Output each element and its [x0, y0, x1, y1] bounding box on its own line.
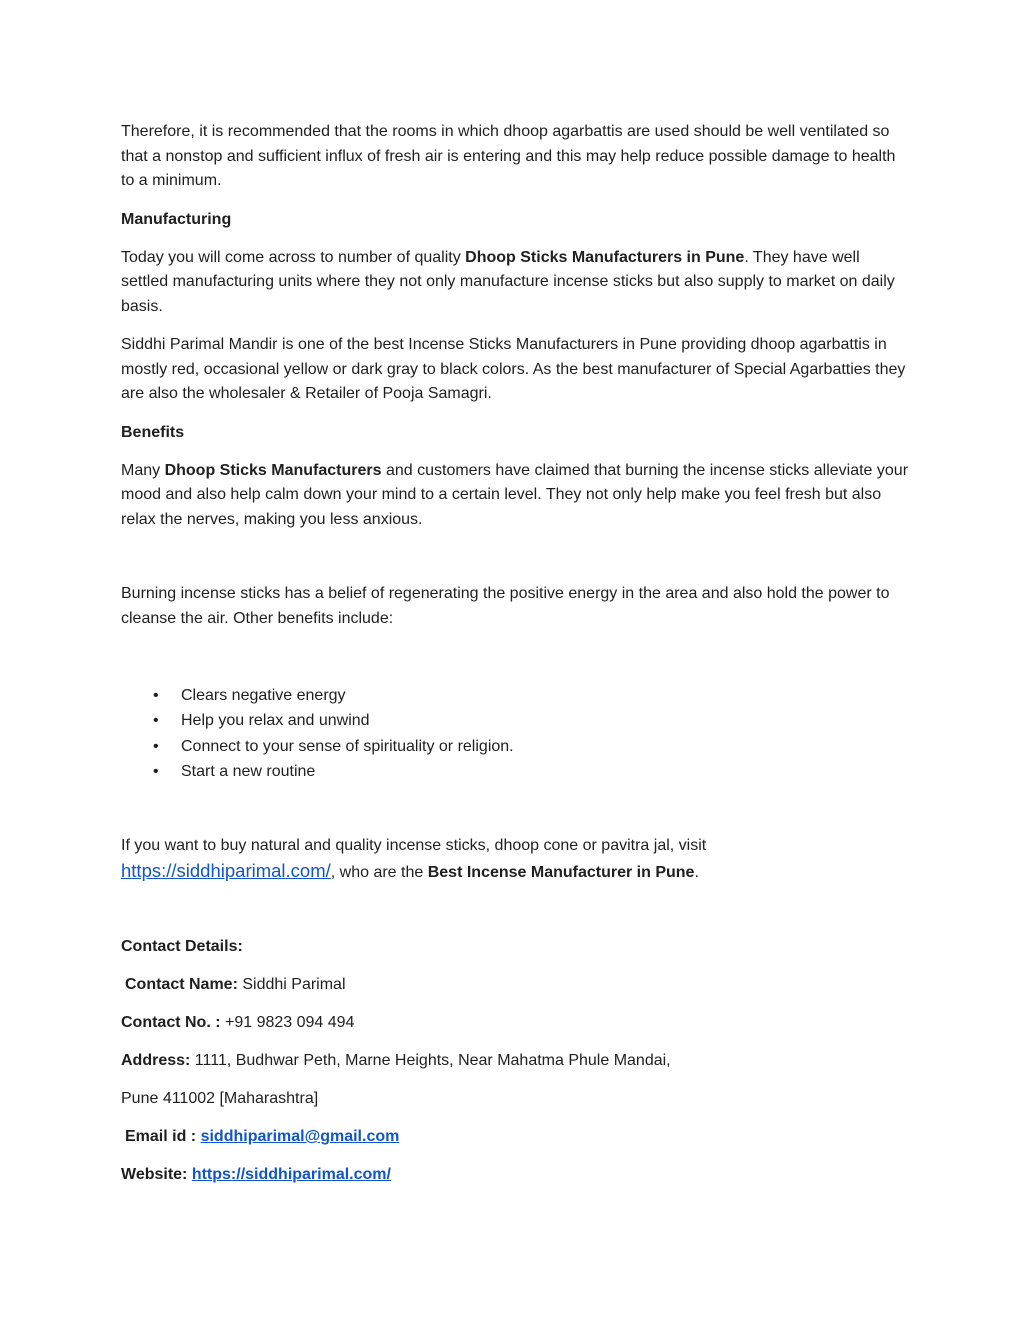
address-line: [121, 1049, 911, 1073]
contact-heading: Contact Details:: [121, 938, 243, 956]
cta-text-a: If you want to buy natural and quality incense sticks, dhoop cone or pavitra jal, visit: [121, 837, 707, 855]
address-value: 1111, Budhwar Peth, Marne Heights, Near Mahatma Phule Mandai,: [190, 1052, 671, 1070]
contact-name-label: Contact Name:: [125, 976, 238, 994]
list-item-text: Clears negative energy: [181, 687, 346, 704]
siddhiparimal-link[interactable]: https://siddhiparimal.com/: [121, 859, 331, 881]
cta-text-b: , who are the: [330, 863, 428, 881]
contact-name-value: Siddhi Parimal: [237, 976, 346, 994]
manufacturing-p1-text-a: Today you will come across to number of quality: [121, 248, 466, 266]
contact-number-line: [121, 1011, 911, 1035]
benefits-p1-text-b: and customers have claimed that burning the incense sticks alleviate your mood and also help calm down your mind to a certain level. They not only help make you feel fresh but also relax the nerves, making you less anxious.: [121, 461, 909, 528]
website-link[interactable]: https://siddhiparimal.com/: [191, 1166, 391, 1184]
list-item: [153, 734, 911, 759]
list-item: [153, 708, 911, 733]
address-line-2: Pune 411002 [Maharashtra]: [121, 1090, 319, 1108]
address-label: Address:: [121, 1052, 191, 1070]
benefits-heading: Benefits: [121, 423, 185, 441]
benefits-list: [121, 683, 911, 784]
benefits-p1-text-a: Many: [121, 461, 165, 479]
bullet-icon: •: [153, 737, 159, 755]
contact-number-label: Contact No. :: [121, 1014, 221, 1032]
email-label: Email id :: [125, 1128, 201, 1146]
bullet-icon: •: [153, 762, 159, 780]
intro-paragraph: Therefore, it is recommended that the rooms in which dhoop agarbattis are used should be well ventilated so that a nonstop and sufficient influx of fresh air is entering and this may help reduce possible damage to health to a minimum.: [121, 123, 896, 189]
manufacturing-p1-bold: Dhoop Sticks Manufacturers in Pune: [465, 248, 745, 266]
list-item: [153, 683, 911, 708]
cta-bold: Best Incense Manufacturer in Pune: [427, 863, 695, 881]
list-item-text: Connect to your sense of spirituality or religion.: [181, 737, 514, 755]
manufacturing-paragraph-1: [121, 246, 911, 320]
manufacturing-p1-text-b: . They have well settled manufacturing units where they not only manufacture incense sticks but also supply to market on daily basis.: [121, 248, 895, 315]
list-item-text: Help you relax and unwind: [181, 712, 370, 730]
bullet-icon: •: [153, 712, 159, 730]
website-line: [121, 1163, 911, 1187]
benefits-paragraph-1: [121, 459, 911, 533]
benefits-p1-bold: Dhoop Sticks Manufacturers: [164, 461, 382, 479]
manufacturing-paragraph-2: Siddhi Parimal Mandir is one of the best Incense Sticks Manufacturers in Pune providing dhoop agarbattis in mostly red, occasional yellow or dark gray to black colors. As the best manufacturer of Special Agarbatties they are also the wholesaler & Retailer of Pooja Samagri.: [121, 336, 906, 402]
cta-text-c: .: [694, 863, 699, 881]
contact-number-value: +91 9823 094 494: [220, 1014, 355, 1032]
list-item: [153, 759, 911, 784]
document-content: [121, 120, 911, 1201]
email-link[interactable]: siddhiparimal@gmail.com: [200, 1128, 400, 1146]
email-line: [121, 1125, 911, 1149]
list-item-text: Start a new routine: [181, 762, 316, 780]
website-label: Website:: [121, 1166, 192, 1184]
manufacturing-heading: Manufacturing: [121, 210, 232, 228]
bullet-icon: •: [153, 687, 159, 704]
contact-name-line: [121, 973, 911, 997]
cta-paragraph: [121, 834, 911, 885]
benefits-paragraph-2: Burning incense sticks has a belief of regenerating the positive energy in the area and also hold the power to cleanse the air. Other benefits include:: [121, 585, 890, 627]
